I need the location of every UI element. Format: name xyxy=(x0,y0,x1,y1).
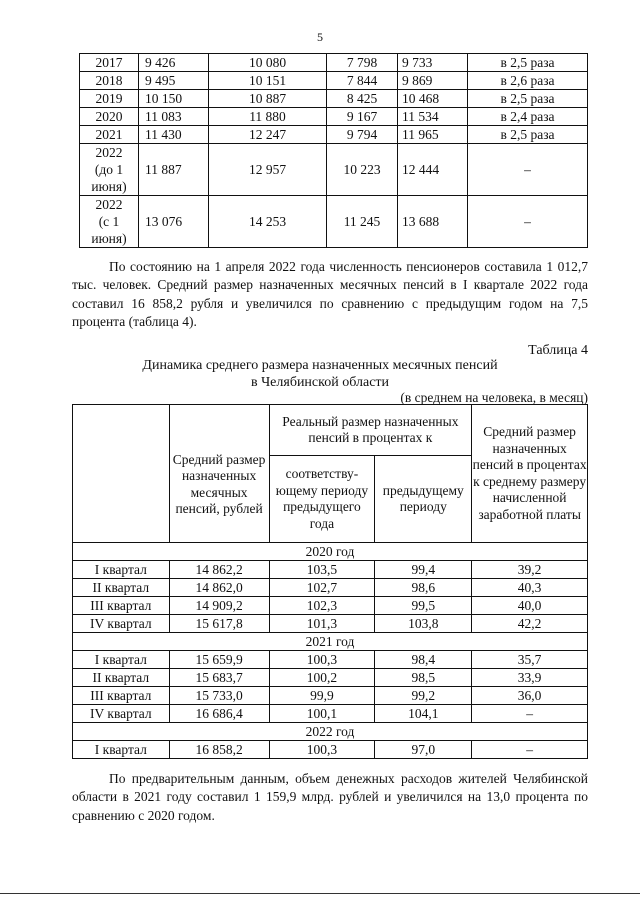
table4-cell-pct: 39,2 xyxy=(472,561,588,579)
table4-year-row xyxy=(73,723,588,741)
table4-cell-b: 98,5 xyxy=(375,669,472,687)
table3-cell-c4: 11 534 xyxy=(398,108,468,126)
table3-cell-c1: 13 076 xyxy=(139,196,209,248)
table4-row xyxy=(73,579,588,597)
table3-cell-c1: 11 887 xyxy=(139,144,209,196)
table3-cell-c2: 12 247 xyxy=(209,126,327,144)
table4-cell-a: 103,5 xyxy=(269,561,375,579)
table4-cell-avg: 15 659,9 xyxy=(169,651,269,669)
table4-cell-avg: 16 686,4 xyxy=(169,705,269,723)
table4-title-line2: в Челябинской области xyxy=(250,375,390,390)
paragraph-pensioners xyxy=(72,258,588,331)
table3-cell-ratio: в 2,6 раза xyxy=(468,72,588,90)
page-number: 5 xyxy=(317,30,323,44)
table4-row xyxy=(73,687,588,705)
table4-cell-a: 102,3 xyxy=(269,597,375,615)
table3-cell-ratio: в 2,5 раза xyxy=(468,54,588,72)
table3-cell-year: 2022 (с 1 июня) xyxy=(80,196,139,248)
table4-cell-a: 100,1 xyxy=(269,705,375,723)
table3-row xyxy=(80,144,588,196)
table4-cell-pct: 40,0 xyxy=(472,597,588,615)
table3-row xyxy=(80,108,588,126)
table4-cell-pct: 35,7 xyxy=(472,651,588,669)
table4-year-label: 2021 год xyxy=(73,633,588,651)
table4-cell-b: 99,5 xyxy=(375,597,472,615)
table3-cell-ratio: в 2,5 раза xyxy=(468,126,588,144)
table4-cell-b: 99,2 xyxy=(375,687,472,705)
table4-cell-q: II квартал xyxy=(73,669,170,687)
header-real-prev-period: предыдущему периоду xyxy=(375,456,472,543)
table3-cell-c4: 11 965 xyxy=(398,126,468,144)
table3-cell-c3: 10 223 xyxy=(327,144,398,196)
table4-cell-a: 100,2 xyxy=(269,669,375,687)
table4-cell-q: III квартал xyxy=(73,687,170,705)
header-avg: Средний размер назначенных месячных пенсий, рублей xyxy=(169,405,269,543)
table4-cell-avg: 14 862,2 xyxy=(169,561,269,579)
table3-cell-c1: 11 083 xyxy=(139,108,209,126)
page-bottom-rule xyxy=(0,893,640,894)
table3-cell-c2: 10 887 xyxy=(209,90,327,108)
table4-year-row xyxy=(73,543,588,561)
table3-cell-c3: 9 794 xyxy=(327,126,398,144)
table3-cell-c3: 7 798 xyxy=(327,54,398,72)
pension-dynamics-table xyxy=(72,404,588,759)
table3-cell-c2: 14 253 xyxy=(209,196,327,248)
table3-cell-c2: 12 957 xyxy=(209,144,327,196)
table3-cell-c3: 8 425 xyxy=(327,90,398,108)
table4-cell-pct: 40,3 xyxy=(472,579,588,597)
table4-cell-q: III квартал xyxy=(73,597,170,615)
table3-cell-c4: 12 444 xyxy=(398,144,468,196)
table4-cell-b: 103,8 xyxy=(375,615,472,633)
table4-row xyxy=(73,615,588,633)
table4-year-label: 2022 год xyxy=(73,723,588,741)
table3-cell-c4: 13 688 xyxy=(398,196,468,248)
table4-row xyxy=(73,669,588,687)
table4-title xyxy=(0,357,640,391)
table4-label: Таблица 4 xyxy=(528,343,588,358)
header-real: Реальный размер назначенных пенсий в процентах к xyxy=(269,405,472,456)
table3-cell-ratio: – xyxy=(468,196,588,248)
table3-cell-year: 2020 xyxy=(80,108,139,126)
table3-cell-c1: 11 430 xyxy=(139,126,209,144)
table4-cell-a: 100,3 xyxy=(269,741,375,759)
paragraph-expenses-text: По предварительным данным, объем денежных расходов жителей Челябинской области в 2021 году составил 1 159,9 млрд. рублей и увеличился на 13,0 процента по сравнению с 2020 годом. xyxy=(72,771,588,823)
table3-cell-c2: 11 880 xyxy=(209,108,327,126)
table4-title-line1: Динамика среднего размера назначенных месячных пенсий xyxy=(142,358,498,373)
table4-cell-a: 102,7 xyxy=(269,579,375,597)
table4-cell-q: I квартал xyxy=(73,561,170,579)
table4-row xyxy=(73,561,588,579)
table3-cell-ratio: в 2,4 раза xyxy=(468,108,588,126)
table3-cell-c1: 10 150 xyxy=(139,90,209,108)
table4-cell-b: 97,0 xyxy=(375,741,472,759)
table4-cell-b: 98,4 xyxy=(375,651,472,669)
table3-cell-c1: 9 426 xyxy=(139,54,209,72)
table3-cell-c4: 9 869 xyxy=(398,72,468,90)
table3-cell-c3: 7 844 xyxy=(327,72,398,90)
table4-cell-q: I квартал xyxy=(73,651,170,669)
table4-cell-avg: 14 909,2 xyxy=(169,597,269,615)
table4-year-label: 2020 год xyxy=(73,543,588,561)
table4-cell-q: IV квартал xyxy=(73,615,170,633)
table3-row xyxy=(80,90,588,108)
table4-cell-avg: 15 733,0 xyxy=(169,687,269,705)
table4-cell-avg: 16 858,2 xyxy=(169,741,269,759)
table4-cell-pct: – xyxy=(472,741,588,759)
table4-cell-pct: 36,0 xyxy=(472,687,588,705)
table3-cell-year: 2017 xyxy=(80,54,139,72)
table4-cell-a: 99,9 xyxy=(269,687,375,705)
table4-cell-avg: 15 617,8 xyxy=(169,615,269,633)
table4-row xyxy=(73,741,588,759)
table3-cell-year: 2018 xyxy=(80,72,139,90)
table3-cell-ratio: в 2,5 раза xyxy=(468,90,588,108)
table4-row xyxy=(73,705,588,723)
table3-row xyxy=(80,126,588,144)
table4-cell-a: 100,3 xyxy=(269,651,375,669)
table4-year-row xyxy=(73,633,588,651)
table4-row xyxy=(73,597,588,615)
table4-cell-a: 101,3 xyxy=(269,615,375,633)
table4-cell-q: II квартал xyxy=(73,579,170,597)
table3-cell-year: 2021 xyxy=(80,126,139,144)
table4-cell-pct: 42,2 xyxy=(472,615,588,633)
table3-cell-c3: 11 245 xyxy=(327,196,398,248)
table3-cell-year: 2022 (до 1 июня) xyxy=(80,144,139,196)
pension-comparison-table xyxy=(79,53,588,248)
table3-cell-c3: 9 167 xyxy=(327,108,398,126)
table4-cell-pct: 33,9 xyxy=(472,669,588,687)
table3-cell-c4: 9 733 xyxy=(398,54,468,72)
table4-row xyxy=(73,651,588,669)
table3-cell-c4: 10 468 xyxy=(398,90,468,108)
table3-row xyxy=(80,72,588,90)
table4-cell-b: 104,1 xyxy=(375,705,472,723)
paragraph-pensioners-text: По состоянию на 1 апреля 2022 года численность пенсионеров составила 1 012,7 тыс. человек. Средний размер назначенных месячных пенсий в I квартале 2022 года составил 16 858,2 рубля и увеличился по сравнению с предыдущим годом на 7,5 процента (таблица 4). xyxy=(72,259,588,329)
table4-cell-b: 99,4 xyxy=(375,561,472,579)
table4-cell-b: 98,6 xyxy=(375,579,472,597)
header-empty xyxy=(73,405,170,543)
table4-cell-pct: – xyxy=(472,705,588,723)
header-real-prev-year: соответству-ющему периоду предыдущего года xyxy=(269,456,375,543)
table4-cell-avg: 14 862,0 xyxy=(169,579,269,597)
table3-cell-c1: 9 495 xyxy=(139,72,209,90)
table3-row xyxy=(80,54,588,72)
table4-cell-avg: 15 683,7 xyxy=(169,669,269,687)
table3-row xyxy=(80,196,588,248)
table3-cell-ratio: – xyxy=(468,144,588,196)
table4-cell-q: I квартал xyxy=(73,741,170,759)
table4-cell-q: IV квартал xyxy=(73,705,170,723)
table3-cell-year: 2019 xyxy=(80,90,139,108)
table3-cell-c2: 10 080 xyxy=(209,54,327,72)
table3-cell-c2: 10 151 xyxy=(209,72,327,90)
paragraph-expenses xyxy=(72,770,588,825)
table4-unit: (в среднем на человека, в месяц) xyxy=(400,390,588,405)
header-pct: Средний размер назначенных пенсий в процентах к среднему размеру начисленной заработной платы xyxy=(472,405,588,543)
